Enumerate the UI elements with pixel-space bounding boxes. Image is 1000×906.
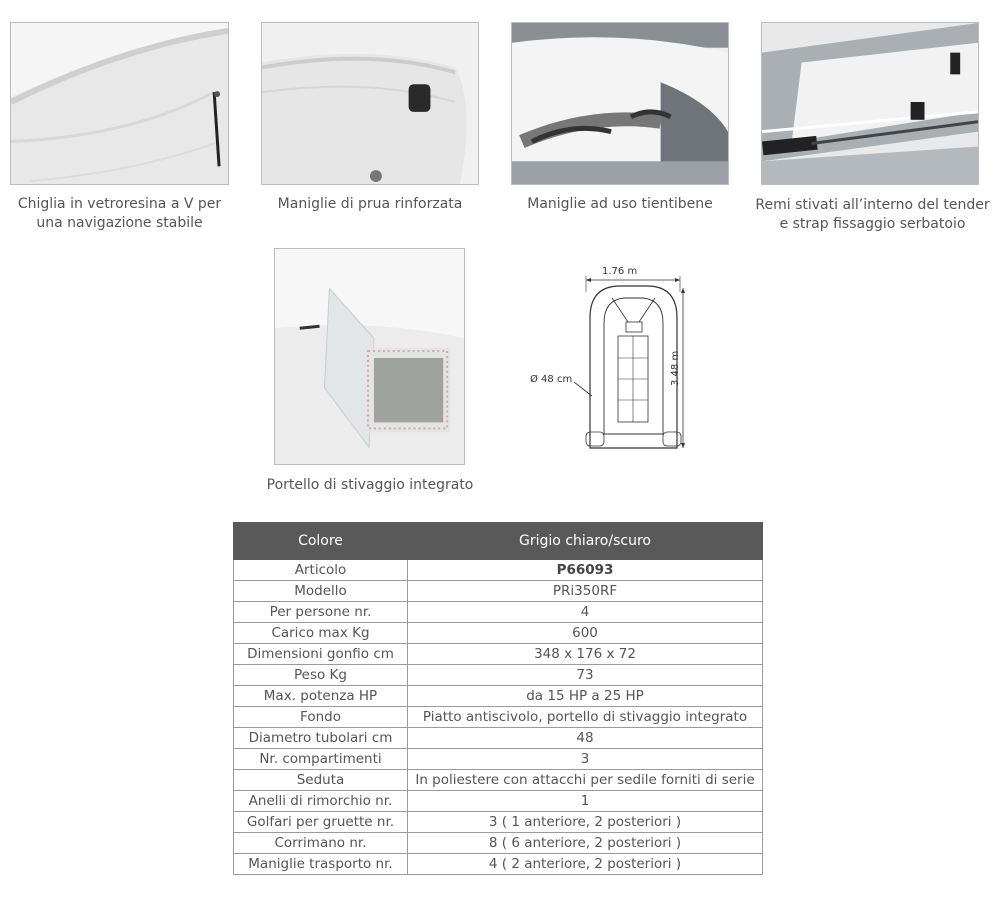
row-value: da 15 HP a 25 HP: [408, 686, 763, 707]
row-label: Diametro tubolari cm: [234, 728, 408, 749]
row-value: Piatto antiscivolo, portello di stivaggio integrato: [408, 707, 763, 728]
caption-bow-handles: Maniglie di prua rinforzata: [277, 196, 463, 212]
row-value: 4 ( 2 anteriore, 2 posteriori ): [408, 854, 763, 875]
row-label: Max. potenza HP: [234, 686, 408, 707]
table-row: [234, 581, 763, 602]
table-row: [234, 749, 763, 770]
table-row: [234, 560, 763, 581]
photo-oars-stowed: [761, 22, 979, 185]
length-label: 3.48 m: [670, 350, 681, 386]
caption-hull: Chiglia in vetroresina a V per una navigazione stabile: [17, 196, 222, 231]
table-row: [234, 812, 763, 833]
spec-table: [233, 522, 763, 875]
table-row: [234, 707, 763, 728]
table-row: [234, 854, 763, 875]
row-label: Modello: [234, 581, 408, 602]
table-row: [234, 770, 763, 791]
table-row: [234, 833, 763, 854]
row-value: 3: [408, 749, 763, 770]
diameter-label: Ø 48 cm: [530, 374, 573, 385]
row-value: 3 ( 1 anteriore, 2 posteriori ): [408, 812, 763, 833]
row-label: Maniglie trasporto nr.: [234, 854, 408, 875]
table-row: [234, 644, 763, 665]
row-value: 73: [408, 665, 763, 686]
row-label: Carico max Kg: [234, 623, 408, 644]
caption-grab-handles: Maniglie ad uso tientibene: [527, 196, 713, 212]
photo-grab-handles: [511, 22, 729, 185]
photo-storage-hatch: [274, 248, 465, 465]
row-label: Fondo: [234, 707, 408, 728]
width-label: 1.76 m: [602, 266, 638, 277]
caption-storage-hatch: Portello di stivaggio integrato: [266, 477, 474, 493]
row-label: Golfari per gruette nr.: [234, 812, 408, 833]
caption-oars-stowed: Remi stivati all’interno del tender e strap fissaggio serbatoio: [755, 197, 990, 232]
table-row: [234, 791, 763, 812]
row-label: Per persone nr.: [234, 602, 408, 623]
row-label: Corrimano nr.: [234, 833, 408, 854]
row-value: 348 x 176 x 72: [408, 644, 763, 665]
row-value: PRi350RF: [408, 581, 763, 602]
row-label: Nr. compartimenti: [234, 749, 408, 770]
photo-hull: [10, 22, 229, 185]
row-label: Seduta: [234, 770, 408, 791]
photo-bow-handles: [261, 22, 479, 185]
table-row: [234, 728, 763, 749]
table-row: [234, 623, 763, 644]
dimension-diagram: [520, 258, 700, 458]
row-value: P66093: [408, 560, 763, 581]
row-value: 8 ( 6 anteriore, 2 posteriori ): [408, 833, 763, 854]
row-value: 48: [408, 728, 763, 749]
color-header-value: Grigio chiaro/scuro: [408, 523, 763, 560]
row-value: 600: [408, 623, 763, 644]
spec-table-header: [234, 523, 763, 560]
table-row: [234, 602, 763, 623]
row-label: Dimensioni gonfio cm: [234, 644, 408, 665]
row-label: Articolo: [234, 560, 408, 581]
row-label: Peso Kg: [234, 665, 408, 686]
table-row: [234, 686, 763, 707]
row-value: In poliestere con attacchi per sedile forniti di serie: [408, 770, 763, 791]
row-value: 1: [408, 791, 763, 812]
row-label: Anelli di rimorchio nr.: [234, 791, 408, 812]
row-value: 4: [408, 602, 763, 623]
table-row: [234, 665, 763, 686]
color-header-label: Colore: [234, 523, 408, 560]
